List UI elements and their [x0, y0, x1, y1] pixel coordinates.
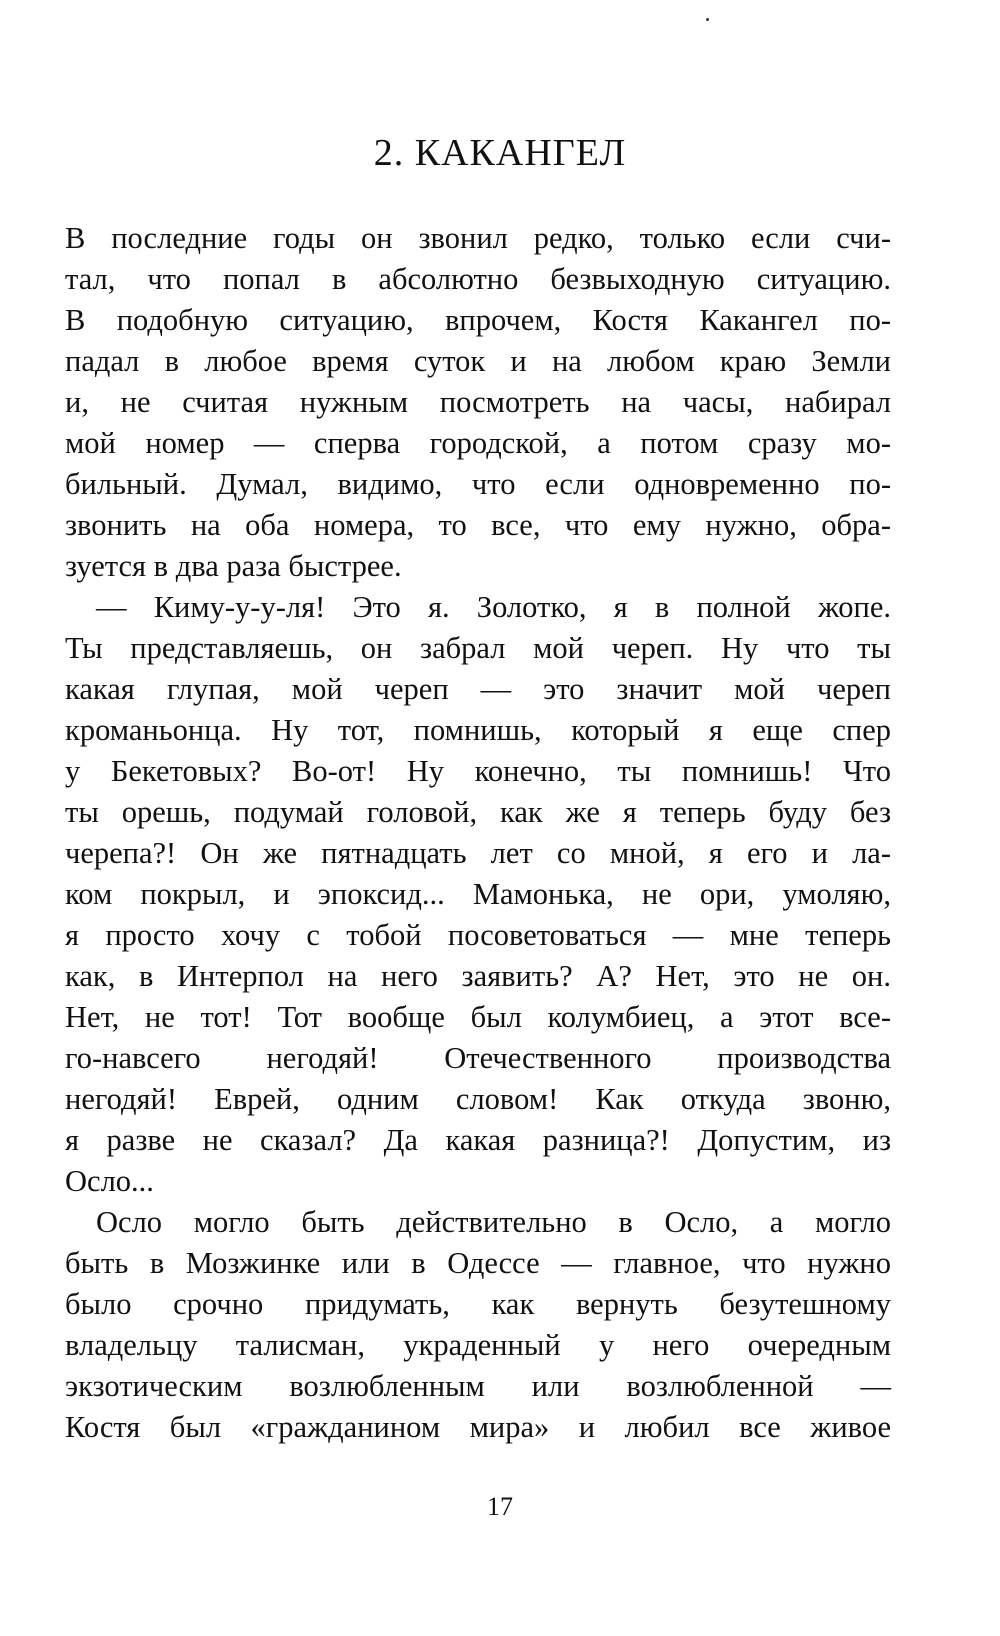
text-line: черепа?! Он же пятнадцать лет со мной, я его и ла-: [65, 836, 891, 870]
text-line: бильный. Думал, видимо, что если одновременно по-: [65, 467, 891, 501]
page-number: 17: [487, 1492, 513, 1521]
body-text: [65, 218, 891, 1448]
text-line: падал в любое время суток и на любом краю Земли: [65, 344, 891, 378]
text-line: экзотическим возлюбленным или возлюбленной —: [65, 1369, 891, 1403]
text-line: и, не считая нужным посмотреть на часы, набирал: [65, 385, 891, 419]
text-line: как, в Интерпол на него заявить? А? Нет, это не он.: [65, 959, 891, 993]
text-line: владельцу талисман, украденный у него очередным: [65, 1328, 891, 1362]
text-line: кроманьонца. Ну тот, помнишь, который я еще спер: [65, 713, 891, 747]
text-line: Осло...: [65, 1164, 154, 1198]
text-line: звонить на оба номера, то все, что ему нужно, обра-: [65, 508, 891, 542]
text-line: В подобную ситуацию, впрочем, Костя Какангел по-: [65, 303, 891, 337]
text-line: какая глупая, мой череп — это значит мой череп: [65, 672, 891, 706]
text-line: я разве не сказал? Да какая разница?! Допустим, из: [65, 1123, 891, 1157]
text-line: зуется в два раза быстрее.: [65, 549, 402, 583]
text-line: было срочно придумать, как вернуть безутешному: [65, 1287, 891, 1321]
text-line: быть в Мозжинке или в Одессе — главное, что нужно: [65, 1246, 891, 1280]
text-line: ком покрыл, и эпоксид... Мамонька, не ори, умоляю,: [65, 877, 891, 911]
text-line: го-навсего негодяй! Отечественного производства: [65, 1041, 891, 1075]
text-line: Осло могло быть действительно в Осло, а могло: [96, 1205, 891, 1239]
text-line: тал, что попал в абсолютно безвыходную ситуацию.: [65, 262, 891, 296]
text-line: — Киму-у-у-ля! Это я. Золотко, я в полной жопе.: [96, 590, 891, 624]
text-line: Костя был «гражданином мира» и любил все живое: [65, 1410, 891, 1444]
text-line: Ты представляешь, он забрал мой череп. Ну что ты: [65, 631, 891, 665]
text-line: у Бекетовых? Во-от! Ну конечно, ты помнишь! Что: [65, 754, 891, 788]
print-speck: [706, 18, 709, 21]
text-line: мой номер — сперва городской, а потом сразу мо-: [65, 426, 891, 460]
text-line: я просто хочу с тобой посоветоваться — мне теперь: [65, 918, 891, 952]
text-line: Нет, не тот! Тот вообще был колумбиец, а этот все-: [65, 1000, 891, 1034]
text-line: В последние годы он звонил редко, только если счи-: [65, 221, 891, 255]
text-line: негодяй! Еврей, одним словом! Как откуда звоню,: [65, 1082, 891, 1116]
text-line: ты орешь, подумай головой, как же я теперь буду без: [65, 795, 891, 829]
chapter-title: 2. КАКАНГЕЛ: [373, 132, 627, 174]
